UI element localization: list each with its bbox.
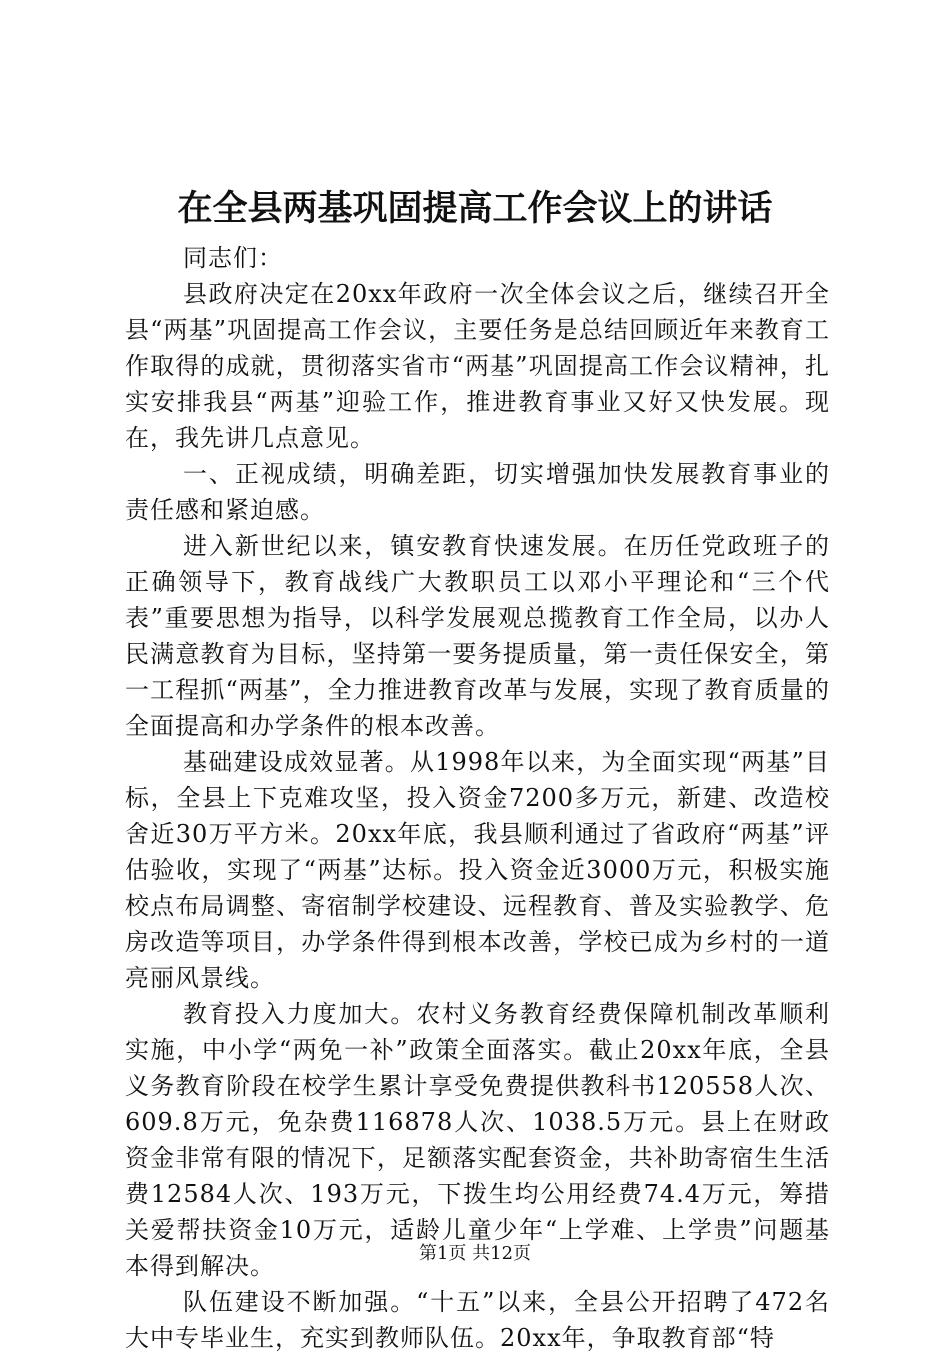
paragraph-infrastructure: 基础建设成效显著。从1998年以来，为全面实现“两基”目标，全县上下克难攻坚，投入资金7200多万元，新建、改造校舍近30万平方米。20xx年底，我县顺利通过了省政府“两基”评估验收，实现了“两基”达标。投入资金近3000万元，积极实施校点布局调整、寄宿制学校建设、远程教育、普及实验教学、危房改造等项目，办学条件得到根本改善，学校已成为乡村的一道亮丽风景线。 — [125, 748, 830, 992]
paragraph-development: 进入新世纪以来，镇安教育快速发展。在历任党政班子的正确领导下，教育战线广大教职员工以邓小平理论和“三个代表”重要思想为指导，以科学发展观总揽教育工作全局，以办人民满意教育为目标，坚持第一要务提质量，第一责任保安全，第一工程抓“两基”，全力推进教育改革与发展，实现了教育质量的全面提高和办学条件的根本改善。 — [125, 532, 830, 740]
paragraph-heading-one: 一、正视成绩，明确差距，切实增强加快发展教育事业的责任感和紧迫感。 — [125, 460, 830, 524]
paragraph-salutation: 同志们： — [183, 244, 283, 272]
paragraph-staffing: 队伍建设不断加强。“十五”以来，全县公开招聘了472名大中专毕业生，充实到教师队伍。20xx年，争取教育部“特 — [125, 1288, 830, 1352]
document-body — [125, 240, 830, 1356]
paragraph-investment: 教育投入力度加大。农村义务教育经费保障机制改革顺利实施，中小学“两免一补”政策全面落实。截止20xx年底，全县义务教育阶段在校学生累计享受免费提供教科书120558人次、609.8万元，免杂费116878人次、1038.5万元。县上在财政资金非常有限的情况下，足额落实配套资金，共补助寄宿生生活费12584人次、193万元，下拨生均公用经费74.4万元，筹措关爱帮扶资金10万元，适龄儿童少年“上学难、上学贵”问题基本得到解决。 — [125, 1000, 830, 1280]
paragraph-intro: 县政府决定在20xx年政府一次全体会议之后，继续召开全县“两基”巩固提高工作会议，主要任务是总结回顾近年来教育工作取得的成就，贯彻落实省市“两基”巩固提高工作会议精神，扎实安排我县“两基”迎验工作，推进教育事业又好又快发展。现在，我先讲几点意见。 — [125, 280, 830, 452]
document-title: 在全县两基巩固提高工作会议上的讲话 — [177, 188, 773, 229]
page-number-footer: 第1页 共12页 — [418, 1243, 532, 1264]
